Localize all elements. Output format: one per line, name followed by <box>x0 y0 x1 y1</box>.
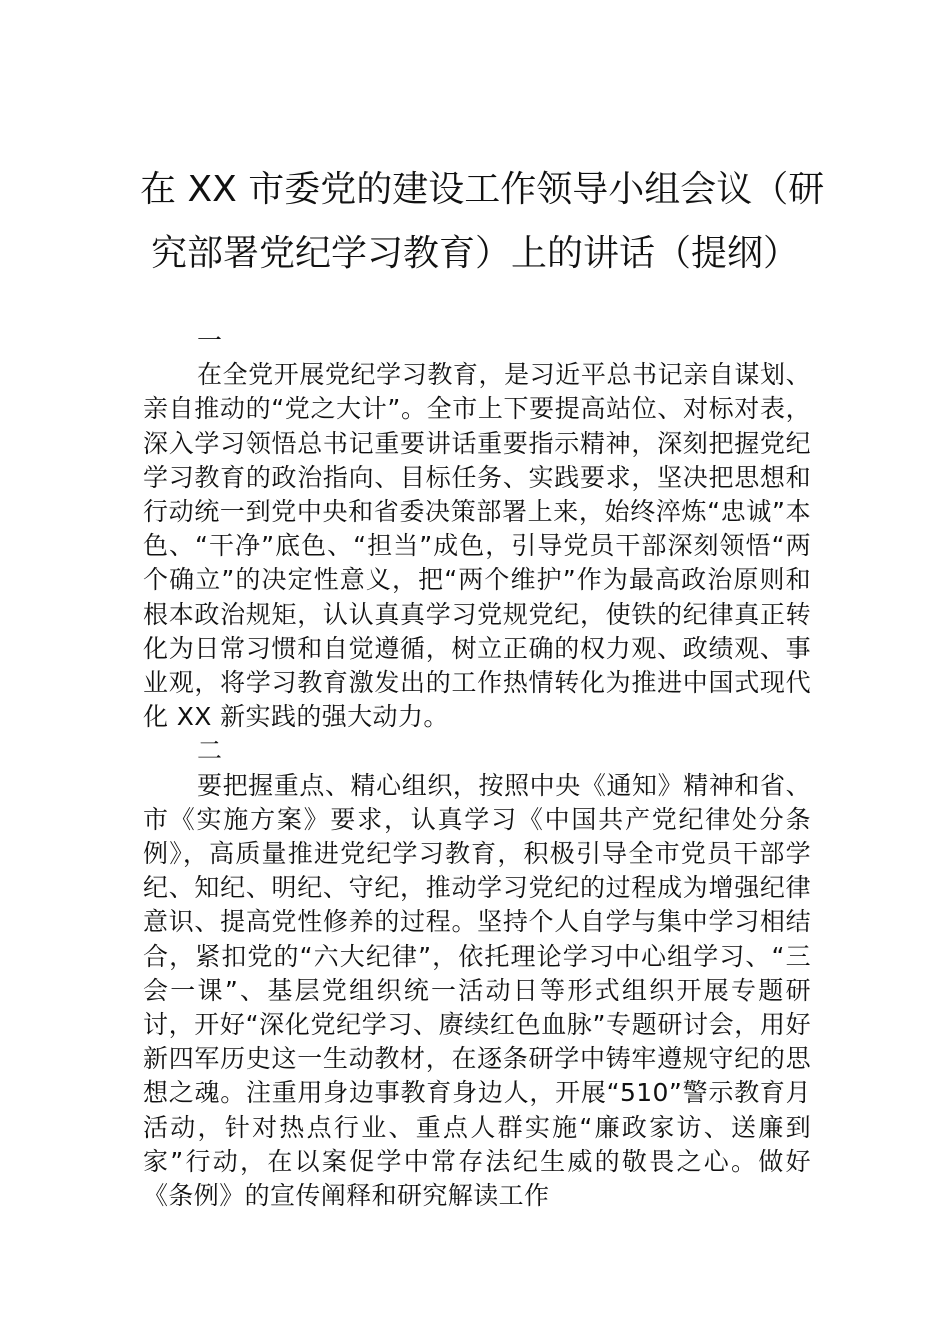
document-title <box>140 158 825 286</box>
title-line-1: 在 XX 市委党的建设工作领导小组会议（研 <box>140 169 825 210</box>
section-number: 二 <box>197 736 223 766</box>
section-2 <box>143 734 811 1213</box>
document-body <box>143 324 811 1213</box>
section-paragraph: 要把握重点、精心组织，按照中央《通知》精神和省、市《实施方案》要求，认真学习《中国共产党纪律处分条例》，高质量推进党纪学习教育，积极引导全市党员干部学纪、知纪、明纪、守纪，推动学习党纪的过程成为增强纪律意识、提高党性修养的过程。坚持个人自学与集中学习相结合，紧扣党的“六大纪律”，依托理论学习中心组学习、“三会一课”、基层党组织统一活动日等形式组织开展专题研讨，开好“深化党纪学习、赓续红色血脉”专题研讨会，用好新四军历史这一生动教材，在逐条研学中铸牢遵规守纪的思想之魂。注重用身边事教育身边人，开展“510”警示教育月活动，针对热点行业、重点人群实施“廉政家访、送廉到家”行动，在以案促学中常存法纪生威的敬畏之心。做好《条例》的宣传阐释和研究解读工作 <box>143 770 811 1211</box>
section-number: 一 <box>197 326 223 355</box>
section-1 <box>143 324 811 734</box>
section-paragraph: 在全党开展党纪学习教育，是习近平总书记亲自谋划、亲自推动的“党之大计”。全市上下要提高站位、对标对表，深入学习领悟总书记重要讲话重要指示精神，深刻把握党纪学习教育的政治指向、目标任务、实践要求，坚决把思想和行动统一到党中央和省委决策部署上来，始终淬炼“忠诚”本色、“干净”底色、“担当”成色，引导党员干部深刻领悟“两个确立”的决定性意义，把“两个维护”作为最高政治原则和根本政治规矩，认认真真学习党规党纪，使铁的纪律真正转化为日常习惯和自觉遵循，树立正确的权力观、政绩观、事业观，将学习教育激发出的工作热情转化为推进中国式现代化 XX 新实践的强大动力。 <box>143 360 811 732</box>
title-line-2: 究部署党纪学习教育）上的讲话（提纲） <box>150 233 799 274</box>
